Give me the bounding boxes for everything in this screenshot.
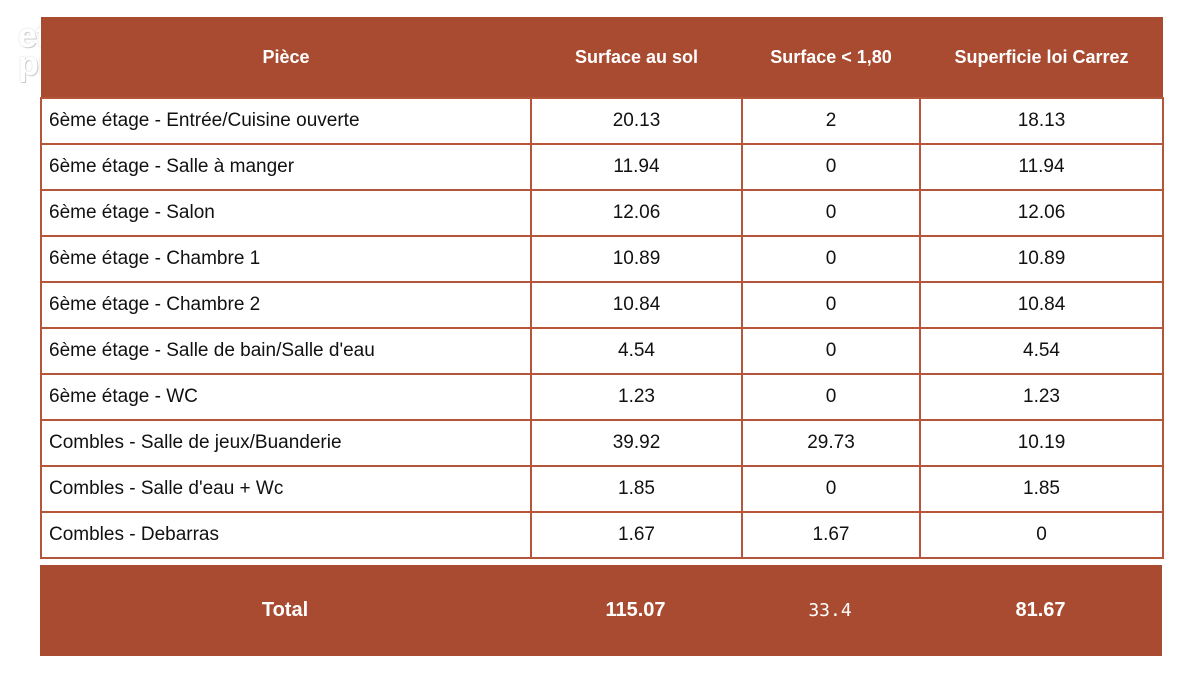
cell-surface-180: 0 (742, 466, 920, 512)
cell-surface-sol: 4.54 (531, 328, 742, 374)
cell-carrez: 4.54 (920, 328, 1163, 374)
cell-room: 6ème étage - Chambre 1 (41, 236, 531, 282)
cell-surface-sol: 11.94 (531, 144, 742, 190)
cell-surface-180: 1.67 (742, 512, 920, 558)
cell-carrez: 10.19 (920, 420, 1163, 466)
cell-surface-180: 0 (742, 236, 920, 282)
logo-line-1: etre (18, 17, 77, 55)
cell-room: Combles - Salle d'eau + Wc (41, 466, 531, 512)
table-row (41, 190, 1163, 236)
table-row (41, 282, 1163, 328)
header-surface-au-sol: Surface au sol (574, 46, 699, 67)
cell-surface-180: 29.73 (742, 420, 920, 466)
cell-room: Combles - Debarras (41, 512, 531, 558)
header-surface-moins-180: Surface < 1,80 (770, 46, 892, 67)
table-row (41, 98, 1163, 144)
cell-carrez: 0 (920, 512, 1163, 558)
cell-room: Combles - Salle de jeux/Buanderie (41, 420, 531, 466)
cell-surface-sol: 20.13 (531, 98, 742, 144)
total-surface-180: 33.4 (808, 600, 852, 621)
cell-surface-sol: 12.06 (531, 190, 742, 236)
cell-surface-180: 0 (742, 144, 920, 190)
cell-room: 6ème étage - Chambre 2 (41, 282, 531, 328)
total-surface-sol: 115.07 (605, 599, 666, 621)
table-row (41, 466, 1163, 512)
table-row (41, 328, 1163, 374)
surface-table-sheet (40, 17, 1162, 656)
cell-room: 6ème étage - Entrée/Cuisine ouverte (41, 98, 531, 144)
table-row (41, 512, 1163, 558)
cell-carrez: 11.94 (920, 144, 1163, 190)
cell-surface-180: 2 (742, 98, 920, 144)
table-body (41, 98, 1163, 558)
header-piece: Pièce (262, 46, 310, 67)
cell-room: 6ème étage - Salle à manger (41, 144, 531, 190)
cell-room: 6ème étage - Salon (41, 190, 531, 236)
header-superficie-carrez: Superficie loi Carrez (954, 46, 1129, 67)
cell-carrez: 18.13 (920, 98, 1163, 144)
header-row (41, 17, 1163, 98)
cell-room: 6ème étage - Salle de bain/Salle d'eau (41, 328, 531, 374)
cell-carrez: 1.85 (920, 466, 1163, 512)
table-row (41, 420, 1163, 466)
logo-line-2: proprio (18, 45, 130, 83)
cell-carrez: 1.23 (920, 374, 1163, 420)
cell-surface-180: 0 (742, 190, 920, 236)
cell-carrez: 10.89 (920, 236, 1163, 282)
cell-surface-sol: 1.85 (531, 466, 742, 512)
cell-surface-180: 0 (742, 374, 920, 420)
table-row (41, 374, 1163, 420)
cell-room: 6ème étage - WC (41, 374, 531, 420)
table-header (41, 17, 1163, 98)
cell-surface-sol: 10.84 (531, 282, 742, 328)
cell-surface-sol: 39.92 (531, 420, 742, 466)
cell-surface-sol: 1.23 (531, 374, 742, 420)
surface-table (40, 17, 1164, 559)
table-row (41, 144, 1163, 190)
total-carrez: 81.67 (1015, 599, 1066, 621)
cell-surface-180: 0 (742, 282, 920, 328)
cell-surface-sol: 1.67 (531, 512, 742, 558)
cell-carrez: 10.84 (920, 282, 1163, 328)
total-label: Total (261, 599, 309, 621)
table-row (41, 236, 1163, 282)
cell-surface-180: 0 (742, 328, 920, 374)
cell-carrez: 12.06 (920, 190, 1163, 236)
total-row (40, 565, 1162, 656)
cell-surface-sol: 10.89 (531, 236, 742, 282)
